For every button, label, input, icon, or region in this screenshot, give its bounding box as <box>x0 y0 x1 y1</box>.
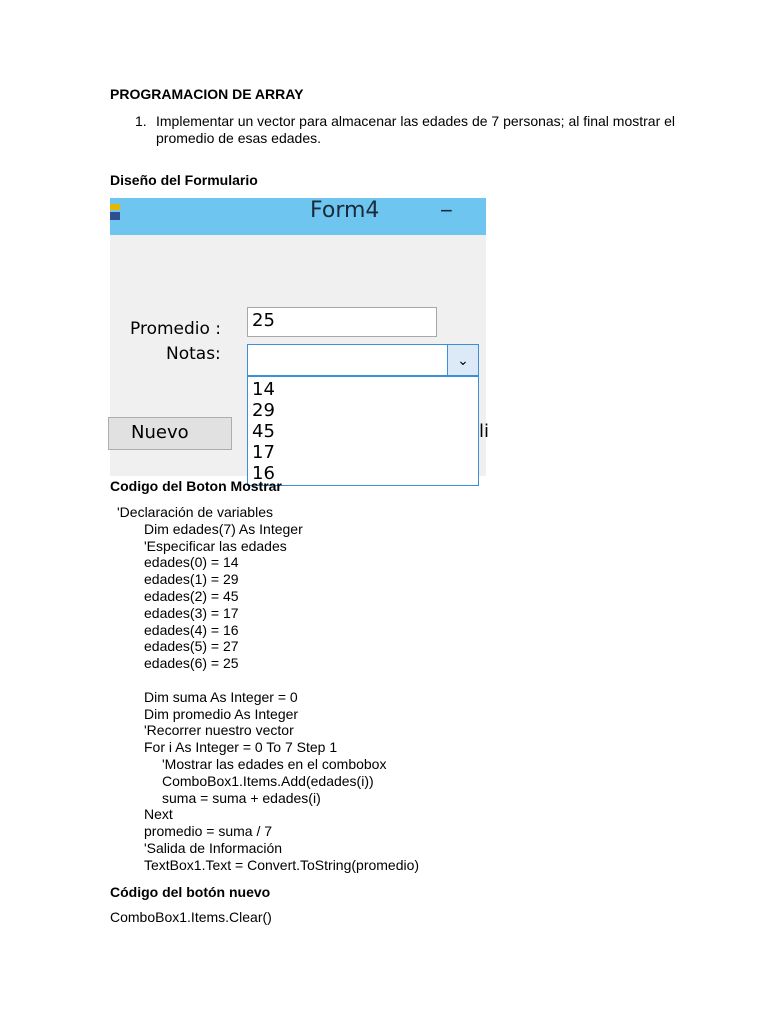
code-line: 'Recorrer nuestro vector <box>144 722 294 739</box>
new-button-code: ComboBox1.Items.Clear() <box>110 909 272 925</box>
code-line: edades(1) = 29 <box>144 571 239 588</box>
list-item-text: Implementar un vector para almacenar las edades de 7 personas; al final mostrar el promedio de esas edades. <box>156 113 676 146</box>
notas-label: Notas: <box>166 344 221 364</box>
code-line: TextBox1.Text = Convert.ToString(promedio) <box>144 856 420 873</box>
code-line: edades(5) = 27 <box>144 638 239 655</box>
list-item[interactable]: 29 <box>252 400 275 421</box>
code-line: Next <box>144 806 173 823</box>
code-line: edades(2) = 45 <box>144 588 239 604</box>
notas-combobox[interactable] <box>247 344 479 376</box>
partial-button[interactable]: li <box>479 421 490 442</box>
design-heading: Diseño del Formulario <box>110 172 258 188</box>
doc-title: PROGRAMACION DE ARRAY <box>110 86 304 102</box>
code-line: Dim promedio As Integer <box>144 705 299 722</box>
code-line: ComboBox1.Items.Add(edades(i)) <box>162 772 374 789</box>
new-button-heading: Código del botón nuevo <box>110 884 271 900</box>
code-line: Dim edades(7) As Integer <box>144 520 303 537</box>
code-line: edades(6) = 25 <box>144 655 239 672</box>
code-line: promedio = suma / 7 <box>144 823 273 840</box>
minimize-button[interactable]: − <box>440 198 453 223</box>
code-line: For i As Integer = 0 To 7 Step 1 <box>144 739 338 756</box>
code-heading: Codigo del Boton Mostrar <box>110 478 282 494</box>
code-line: 'Mostrar las edades en el combobox <box>162 756 387 772</box>
promedio-label: Promedio : <box>130 319 222 339</box>
form-titlebar <box>110 198 486 235</box>
chevron-down-icon[interactable]: ⌄ <box>447 345 478 375</box>
list-number: 1. <box>135 113 147 129</box>
list-item[interactable]: 16 <box>252 463 275 484</box>
form-screenshot <box>110 198 490 484</box>
code-line: 'Especificar las edades <box>144 537 287 554</box>
list-item[interactable]: 17 <box>252 442 275 463</box>
combobox-dropdown-list[interactable] <box>247 376 479 486</box>
code-line: edades(4) = 16 <box>144 621 239 638</box>
code-line: edades(0) = 14 <box>144 554 239 571</box>
list-item[interactable]: 14 <box>252 379 275 400</box>
code-line: suma = suma + edades(i) <box>162 789 321 806</box>
code-line: edades(3) = 17 <box>144 604 239 621</box>
code-line: Dim suma As Integer = 0 <box>144 688 298 705</box>
promedio-textbox[interactable]: 25 <box>247 307 437 337</box>
nuevo-button[interactable]: Nuevo <box>108 417 232 450</box>
window-icon <box>110 204 120 220</box>
code-line: 'Salida de Información <box>144 840 283 856</box>
code-line: 'Declaración de variables <box>117 504 273 520</box>
list-item[interactable]: 45 <box>252 421 275 442</box>
form-title: Form4 <box>310 198 380 223</box>
